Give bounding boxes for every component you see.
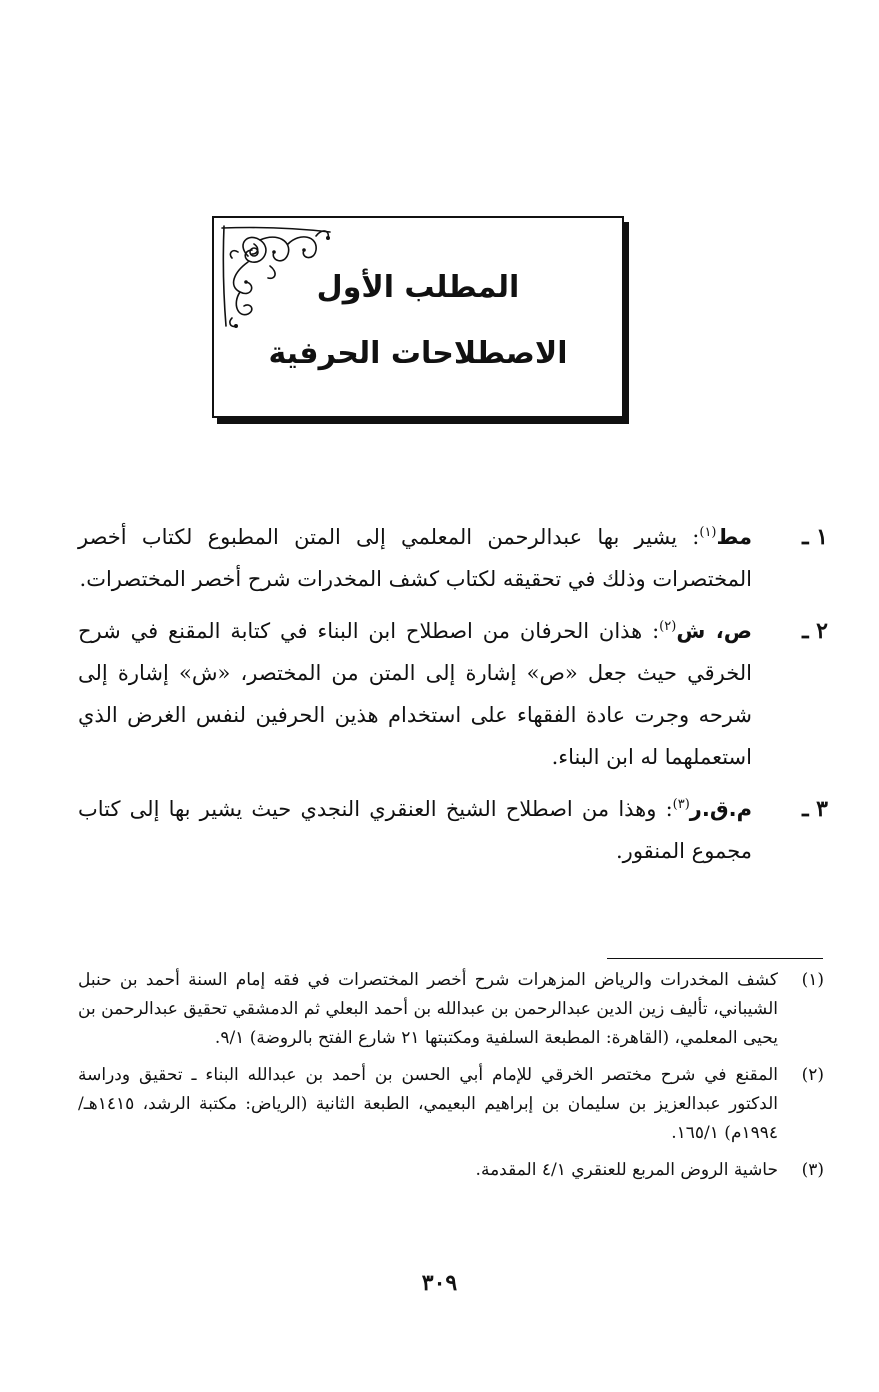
list-item xyxy=(78,516,828,600)
footnote-number: (٣) xyxy=(801,1160,824,1180)
footnote-number: (٢) xyxy=(801,1065,824,1085)
item-text-block xyxy=(78,610,752,778)
footnote xyxy=(78,966,824,1053)
item-description: : وهذا من اصطلاح الشيخ العنقري النجدي حيث يشير بها إلى كتاب مجموع المنقور. xyxy=(78,797,752,863)
item-number: ٢ ـ xyxy=(802,618,828,644)
footnote-ref: (٢) xyxy=(659,619,677,634)
footnote xyxy=(78,1156,824,1185)
item-text-block xyxy=(78,516,752,600)
item-text-block xyxy=(78,788,752,872)
section-subtitle: الاصطلاحات الحرفية xyxy=(268,336,568,371)
item-abbreviation: م.ق.ر xyxy=(689,797,752,821)
footnote-divider xyxy=(607,958,823,959)
footnote-ref: (١) xyxy=(699,525,717,540)
footnotes xyxy=(78,966,824,1193)
footnote xyxy=(78,1061,824,1148)
section-title-box xyxy=(212,216,624,418)
footnote-number: (١) xyxy=(801,970,824,990)
item-number: ٣ ـ xyxy=(802,796,828,822)
footnote-text: حاشية الروض المربع للعنقري ٤/١ المقدمة. xyxy=(475,1160,778,1180)
list-item xyxy=(78,788,828,872)
footnote-ref: (٣) xyxy=(672,797,690,812)
item-description: : هذان الحرفان من اصطلاح ابن البناء في كتابة المقنع في شرح الخرقي حيث جعل «ص» إشارة إلى المتن من المختصر، «ش» إشارة إلى شرحه وجرت عادة الفقهاء على استخدام هذين الحرفين لنفس الغرض الذي استعملهما له ابن البناء. xyxy=(78,619,753,769)
section-title: المطلب الأول xyxy=(316,270,520,305)
item-abbreviation: مط xyxy=(716,525,752,549)
footnote-text: كشف المخدرات والرياض المزهرات شرح أخصر المختصرات في فقه إمام السنة أحمد بن حنبل الشيباني، تأليف زين الدين عبدالرحمن بن عبدالله بن أحمد البعلي ثم الدمشقي تحقيق عبدالرحمن بن يحيى المعلمي، (القاهرة: المطبعة السلفية ومكتبتها ٢١ شارع الفتح بالروضة) ٩/١. xyxy=(78,970,778,1048)
terms-list xyxy=(78,516,828,882)
footnote-text: المقنع في شرح مختصر الخرقي للإمام أبي الحسن بن أحمد بن عبدالله البناء ـ تحقيق ودراسة الدكتور عبدالعزيز بن سليمان بن إبراهيم البعيمي، الطبعة الثانية (الرياض: مكتبة الرشد، ١٤١٥هـ/١٩٩٤م) ١٦٥/١. xyxy=(78,1065,778,1143)
item-number: ١ ـ xyxy=(802,524,828,550)
item-abbreviation: ص، ش xyxy=(676,619,752,643)
page-number: ٣٠٩ xyxy=(421,1270,458,1296)
list-item xyxy=(78,610,828,778)
item-description: : يشير بها عبدالرحمن المعلمي إلى المتن المطبوع لكتاب أخصر المختصرات وذلك في تحقيقه لكتاب كشف المخدرات شرح أخصر المختصرات. xyxy=(78,525,752,591)
